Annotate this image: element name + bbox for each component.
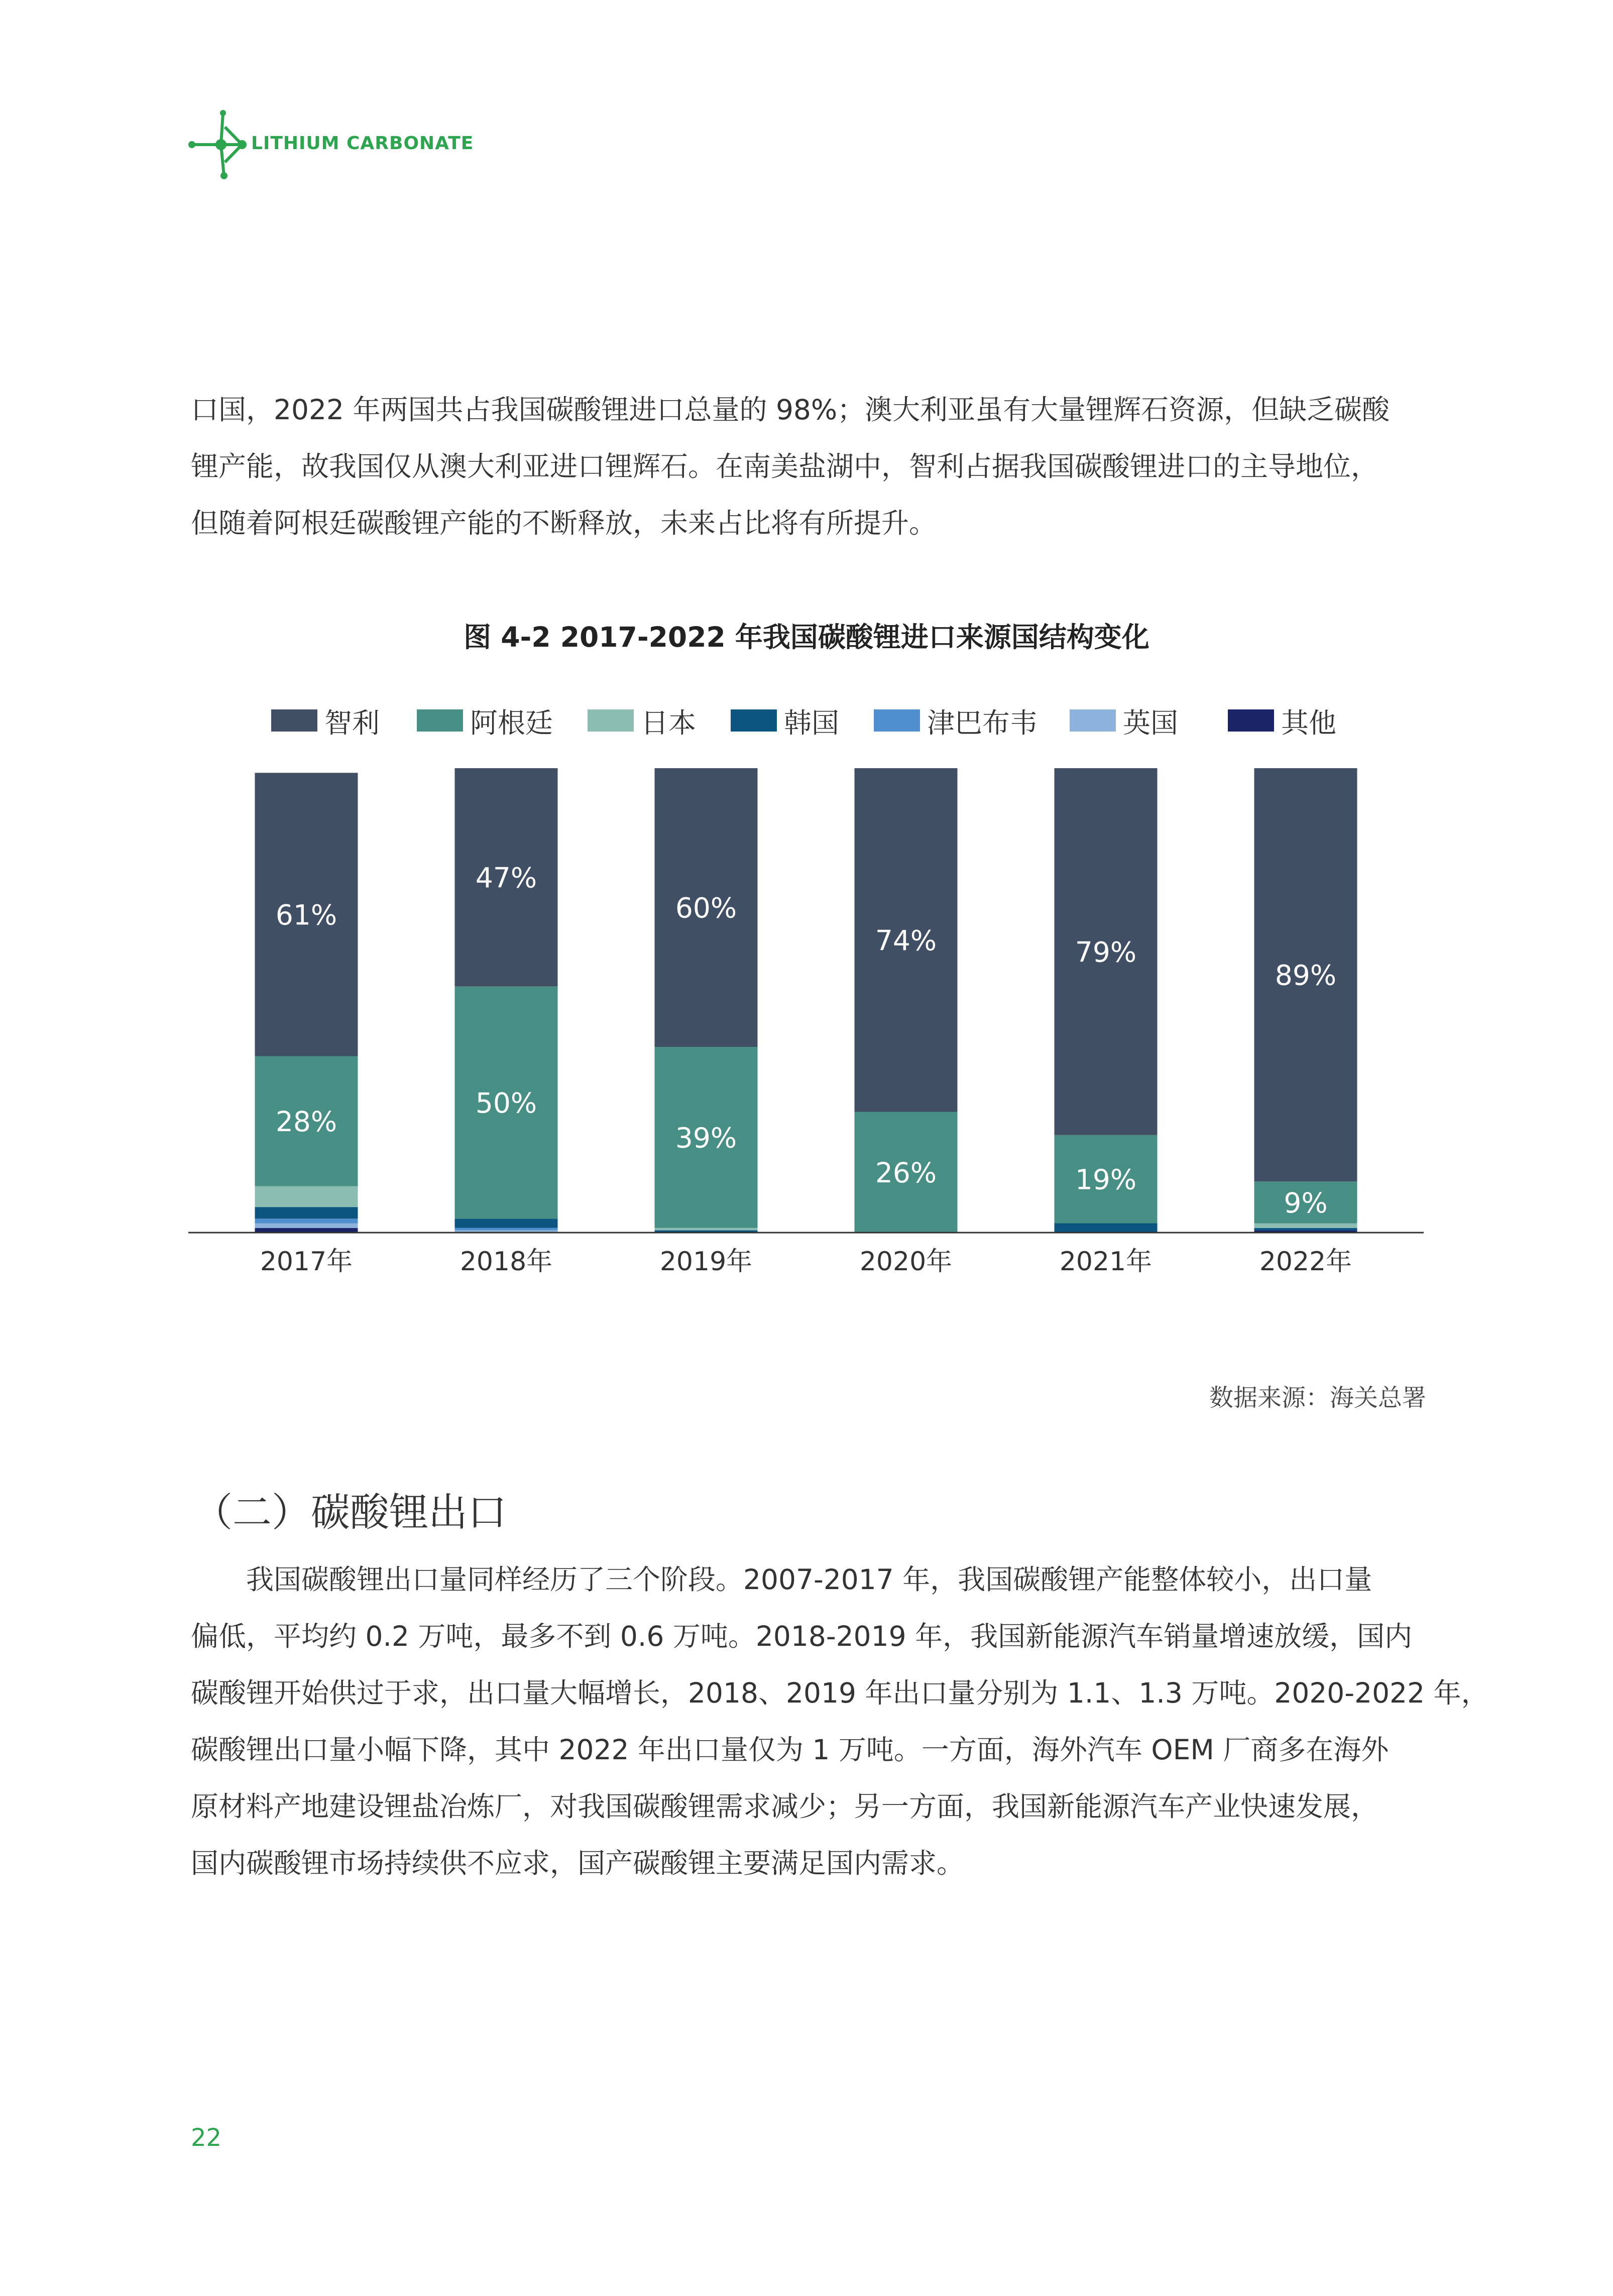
data-label: 26% (875, 1156, 937, 1189)
x-tick-label: 2017年 (260, 1247, 353, 1277)
legend-label: 日本 (641, 706, 697, 739)
x-tick-label: 2021年 (1059, 1247, 1153, 1277)
legend-label: 韩国 (784, 706, 840, 739)
x-tick-label: 2019年 (659, 1247, 753, 1277)
body-paragraph (191, 1551, 1489, 1892)
brand-title: LITHIUM CARBONATE (251, 133, 474, 154)
legend-label: 英国 (1123, 706, 1179, 739)
x-tick-label: 2020年 (859, 1247, 953, 1277)
paragraph-line: 锂产能，故我国仅从澳大利亚进口锂辉石。在南美盐湖中，智利占据我国碳酸锂进口的主导地位， (191, 450, 1379, 482)
bar-segment (1055, 1224, 1158, 1233)
bar-segment (255, 1219, 358, 1223)
paragraph-line: 但随着阿根廷碳酸锂产能的不断释放，未来占比将有所提升。 (191, 507, 937, 539)
data-source: 数据来源：海关总署 (1209, 1384, 1426, 1412)
paragraph-line: 碳酸锂出口量小幅下降，其中 2022 年出口量仅为 1 万吨。一方面，海外汽车 OEM 厂商多在海外 (191, 1734, 1389, 1766)
data-label: 60% (675, 892, 737, 924)
legend-label: 其他 (1281, 706, 1337, 739)
data-label: 89% (1275, 959, 1337, 992)
paragraph-line: 我国碳酸锂出口量同样经历了三个阶段。2007-2017 年，我国碳酸锂产能整体较小，出口量 (191, 1563, 1372, 1596)
legend-label: 智利 (324, 706, 380, 739)
bar-segment (255, 1186, 358, 1207)
x-tick-label: 2022年 (1259, 1247, 1352, 1277)
section-heading: （二）碳酸锂出口 (193, 1490, 507, 1535)
data-label: 79% (1075, 936, 1137, 969)
data-label: 19% (1075, 1163, 1137, 1196)
data-label: 74% (875, 924, 937, 957)
data-label: 50% (475, 1087, 537, 1119)
data-label: 9% (1284, 1186, 1328, 1219)
bar-segment (1254, 1228, 1357, 1231)
paragraph-line: 口国，2022 年两国共占我国碳酸锂进口总量的 98%；澳大利亚虽有大量锂辉石资源，但缺乏碳酸 (191, 394, 1390, 426)
x-tick-label: 2018年 (459, 1247, 553, 1277)
data-label: 61% (275, 899, 337, 931)
data-label: 47% (475, 862, 537, 894)
page-number: 22 (191, 2124, 222, 2152)
bar-segment (255, 1207, 358, 1219)
legend-label: 阿根廷 (470, 706, 553, 739)
bar-segment (455, 1228, 558, 1231)
bar-segment (655, 1228, 758, 1231)
paragraph-line: 原材料产地建设锂盐冶炼厂，对我国碳酸锂需求减少；另一方面，我国新能源汽车产业快速发展， (191, 1790, 1379, 1823)
data-label: 39% (675, 1122, 737, 1154)
chart-title: 图 4-2 2017-2022 年我国碳酸锂进口来源国结构变化 (464, 621, 1149, 653)
paragraph-line: 偏低，平均约 0.2 万吨，最多不到 0.6 万吨。2018-2019 年，我国新能源汽车销量增速放缓，国内 (191, 1620, 1413, 1652)
paragraph-line: 碳酸锂开始供过于求，出口量大幅增长，2018、2019 年出口量分别为 1.1、1.3 万吨。2020-2022 年， (191, 1677, 1489, 1709)
paragraph-line: 国内碳酸锂市场持续供不应求，国产碳酸锂主要满足国内需求。 (191, 1847, 965, 1879)
data-label: 28% (275, 1106, 337, 1138)
bar-segment (255, 1224, 358, 1228)
bar-segment (1254, 1224, 1357, 1228)
legend-label: 津巴布韦 (927, 706, 1038, 739)
bar-segment (455, 1219, 558, 1228)
